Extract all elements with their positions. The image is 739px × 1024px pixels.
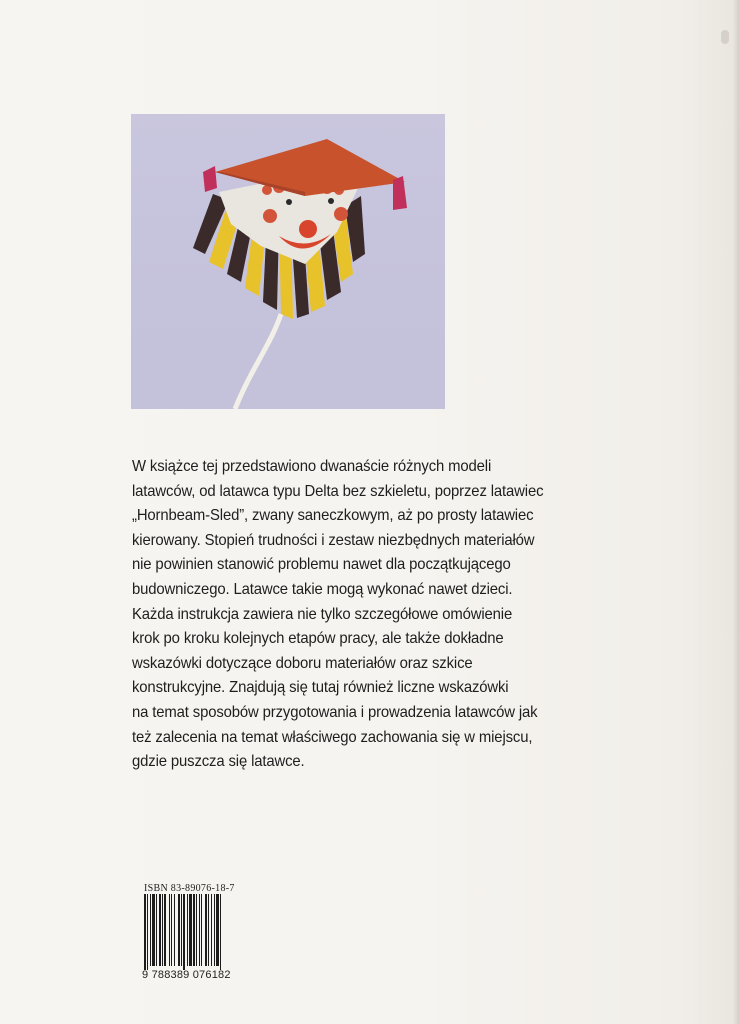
description-line: też zalecenia na temat właściwego zachowania się w miejscu, <box>132 728 533 746</box>
description-line: kierowany. Stopień trudności i zestaw niezbędnych materiałów <box>132 531 535 549</box>
barcode-bar <box>187 894 188 966</box>
kite-tail <box>235 314 281 409</box>
description-line: konstrukcyjne. Znajdują się tutaj również liczne wskazówki <box>132 679 509 697</box>
description-line: budowniczego. Latawce takie mogą wykonać nawet dzieci. <box>132 580 513 598</box>
ean-digits: 9 788389 076182 <box>142 969 231 981</box>
barcode-bar <box>205 894 207 966</box>
description-line: krok po kroku kolejnych etapów pracy, ale także dokładne <box>132 630 504 648</box>
description-line: gdzie puszcza się latawce. <box>132 753 305 771</box>
description-line: latawców, od latawca typu Delta bez szkieletu, poprzez latawiec <box>132 482 544 500</box>
description-line: W książce tej przedstawiono dwanaście różnych modeli <box>132 458 492 475</box>
barcode-bar <box>178 894 180 966</box>
barcode-bar <box>214 894 215 966</box>
barcode-bar <box>183 894 185 970</box>
isbn-barcode-block <box>142 883 246 983</box>
kite-nose <box>299 220 317 238</box>
description-line: na temat sposobów przygotowania i prowadzenia latawców jak <box>132 703 538 721</box>
description-line: wskazówki dotyczące doboru materiałów oraz szkice <box>132 654 473 672</box>
barcode-bar <box>211 894 212 966</box>
barcode-bar <box>164 894 166 966</box>
barcode-bar <box>199 894 200 966</box>
description-line: nie powinien stanowić problemu nawet dla początkującego <box>132 556 511 574</box>
barcode-bar <box>162 894 163 966</box>
kite-cheek-left <box>263 209 277 223</box>
kite-tassel-left <box>203 166 217 192</box>
clown-kite-illustration <box>131 114 445 409</box>
barcode-bar <box>208 894 209 966</box>
description-line: Każda instrukcja zawiera nie tylko szczegółowe omówienie <box>132 605 513 623</box>
kite-cheek-right <box>334 207 348 221</box>
kite-tassel-right <box>393 176 407 210</box>
description-line: „Hornbeam-Sled”, zwany saneczkowym, aż po prosty latawiec <box>132 507 534 525</box>
barcode-bar <box>150 894 151 966</box>
barcode-image <box>142 894 246 970</box>
barcode-bar <box>152 894 155 966</box>
barcode-bar <box>159 894 161 966</box>
barcode-bar <box>201 894 202 966</box>
barcode-bar <box>169 894 170 966</box>
cover-scuff-mark <box>721 30 729 44</box>
kite-photo <box>131 114 445 409</box>
barcode-bar <box>216 894 219 966</box>
book-description <box>132 455 578 775</box>
barcode-bar <box>181 894 182 966</box>
isbn-label: ISBN 83-89076-18-7 <box>144 883 235 894</box>
barcode-bar <box>174 894 175 966</box>
page-edge-shadow <box>733 0 739 1024</box>
barcode-bar <box>171 894 172 966</box>
barcode-bar <box>156 894 157 966</box>
barcode-bar <box>189 894 192 966</box>
barcode-bar <box>220 894 221 970</box>
barcode-bar <box>144 894 146 970</box>
barcode-bar <box>193 894 195 966</box>
kite-eye-right <box>328 198 334 204</box>
barcode-bar <box>196 894 197 966</box>
kite-eye-left <box>286 199 292 205</box>
barcode-bar <box>147 894 148 970</box>
